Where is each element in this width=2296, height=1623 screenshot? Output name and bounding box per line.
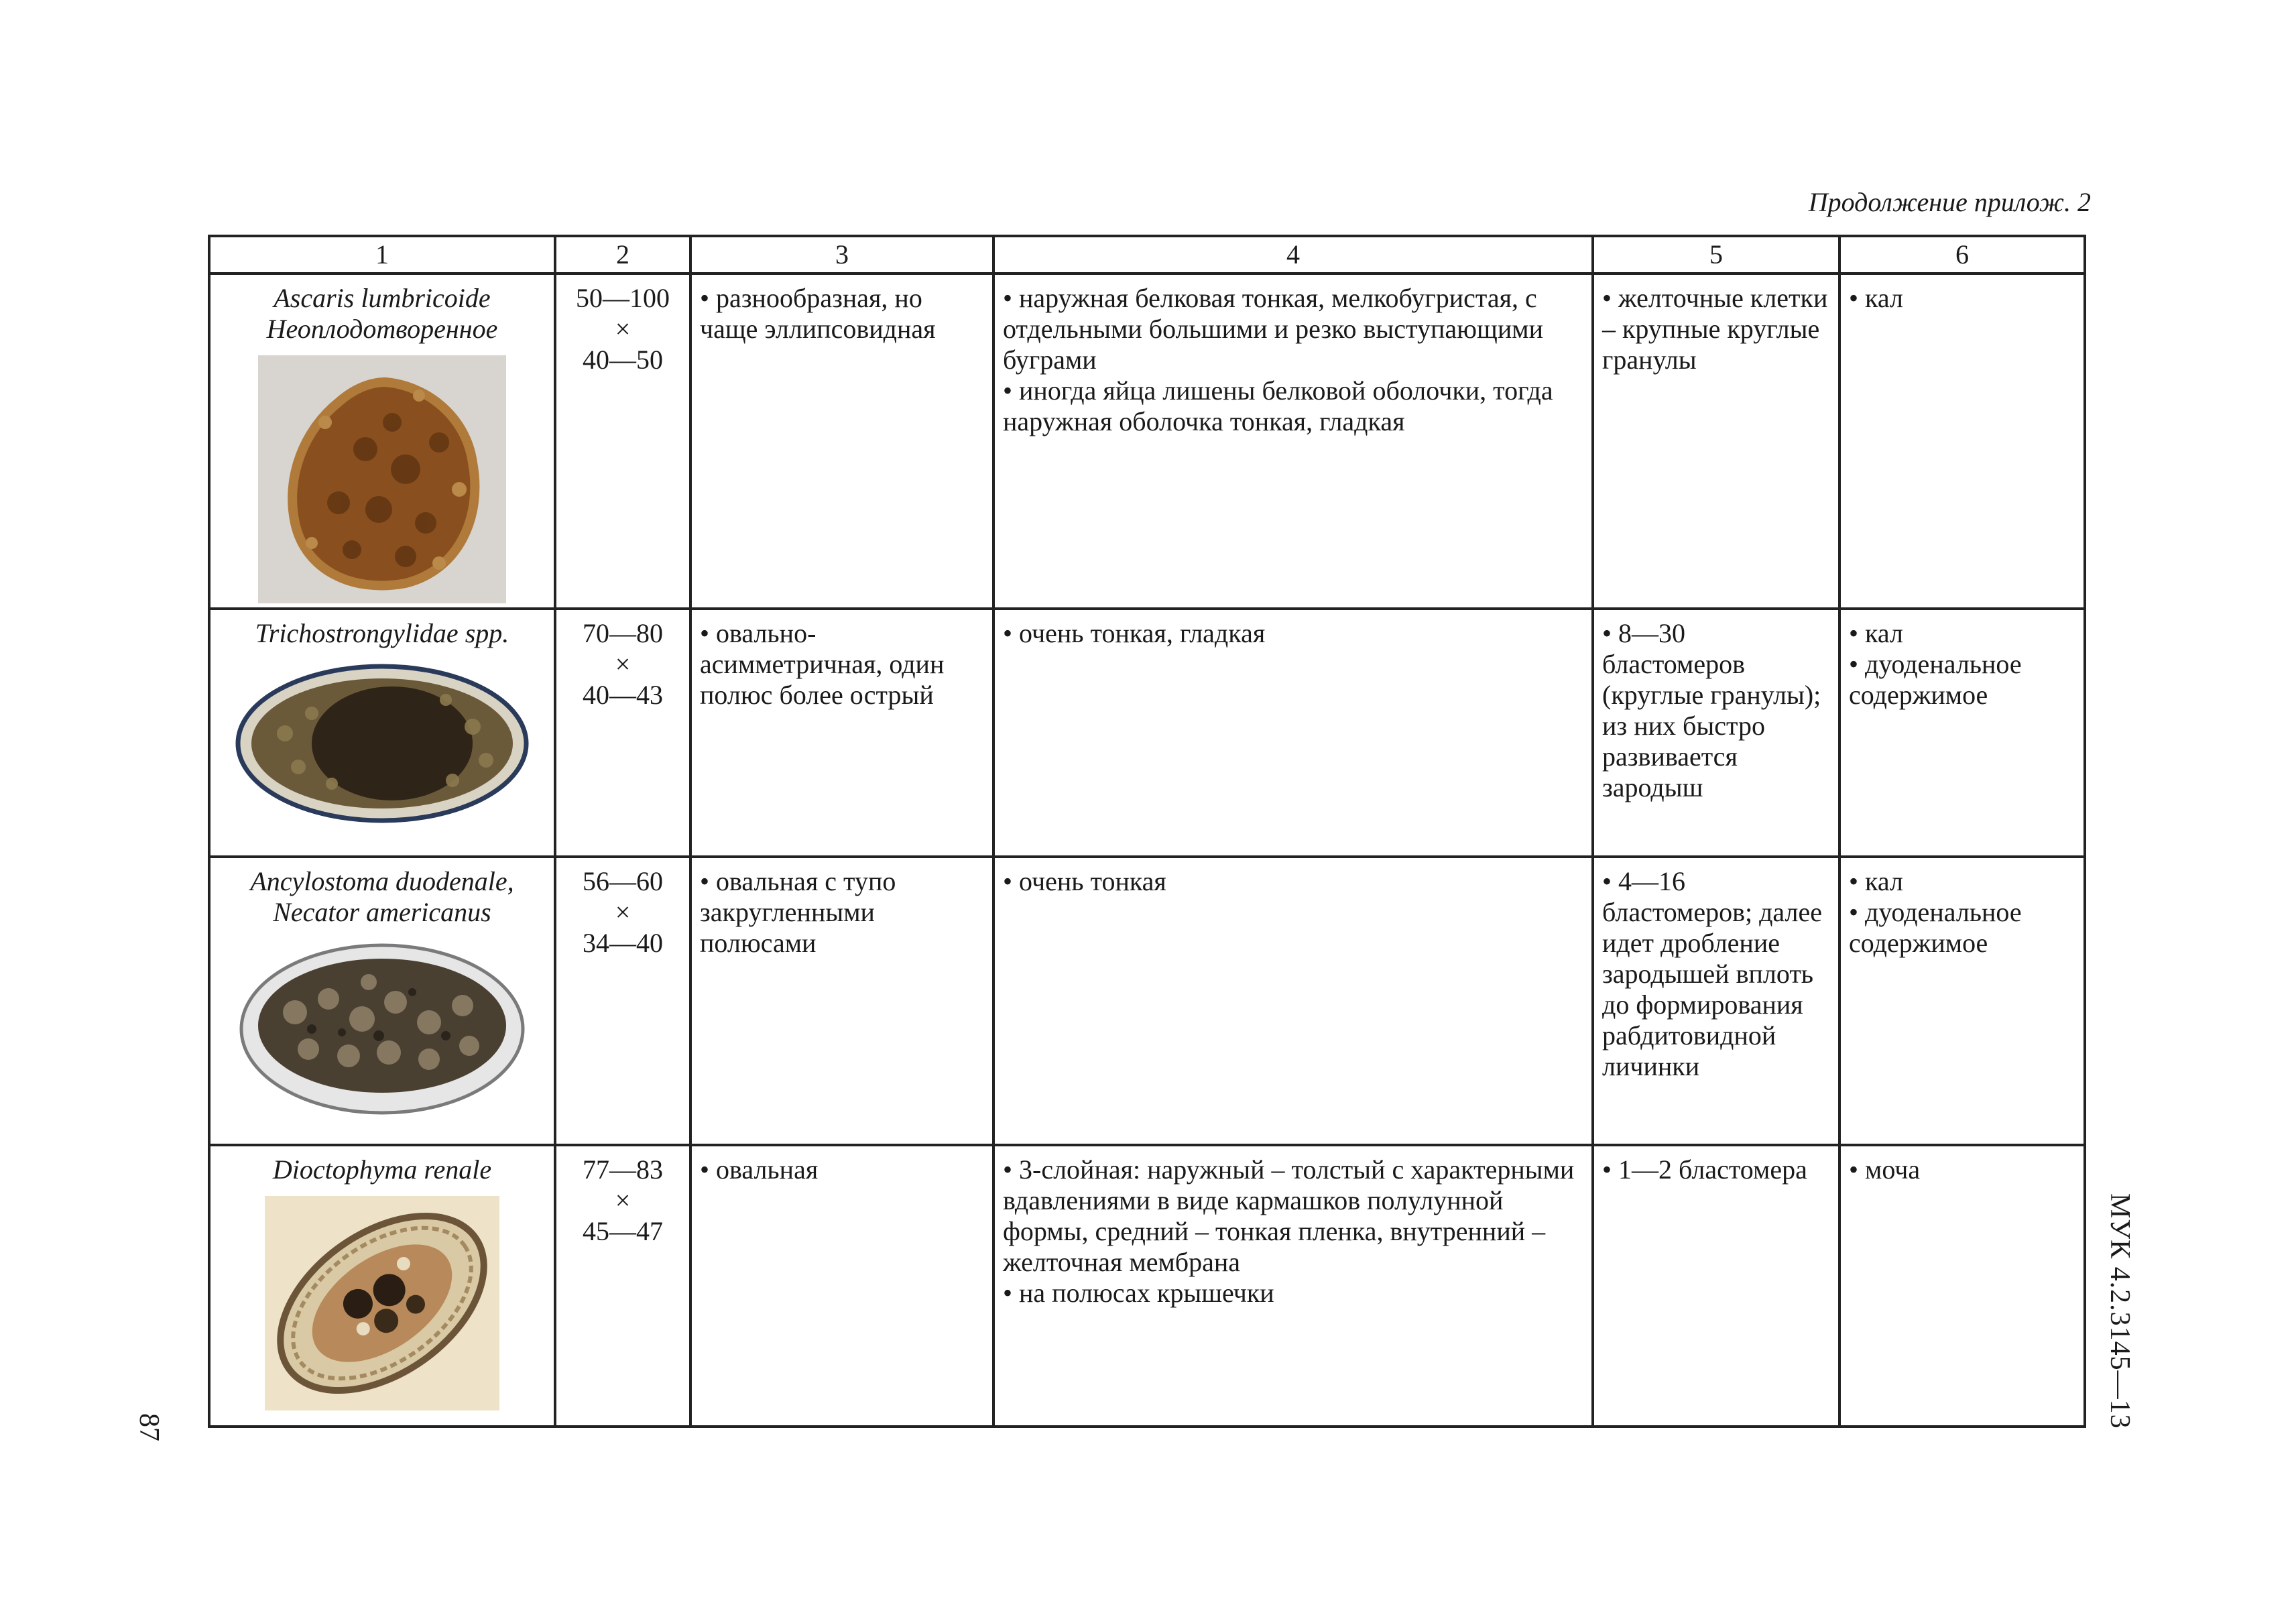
table-row bbox=[209, 1145, 2085, 1427]
size-cell bbox=[555, 1145, 690, 1427]
material-text: • моча bbox=[1849, 1154, 1921, 1185]
column-number: 5 bbox=[1593, 236, 1839, 274]
size-length: 50—100 bbox=[576, 283, 670, 313]
content-cell bbox=[1593, 857, 1839, 1145]
column-number: 6 bbox=[1839, 236, 2085, 274]
shape-text: • овальная с тупо закругленными полюсами bbox=[700, 866, 896, 958]
species-name: Ascaris lumbricoide bbox=[274, 283, 491, 313]
species-cell bbox=[209, 857, 555, 1145]
column-number: 3 bbox=[690, 236, 993, 274]
content-text: • желточные клетки – крупные круглые гранулы bbox=[1602, 283, 1828, 375]
size-width: 34—40 bbox=[583, 928, 663, 958]
dioctophyma-egg-image bbox=[265, 1196, 499, 1410]
content-text: • 8—30 бластомеров (круглые гранулы); из них быстро развивается зародыш bbox=[1602, 618, 1821, 802]
size-width: 40—43 bbox=[583, 680, 663, 710]
size-cell bbox=[555, 609, 690, 857]
ancylostoma-egg-image bbox=[235, 939, 530, 1120]
table-row bbox=[209, 274, 2085, 609]
page-number: 87 bbox=[133, 1413, 164, 1441]
size-length: 77—83 bbox=[583, 1154, 663, 1185]
shape-cell bbox=[690, 274, 993, 609]
shell-cell bbox=[993, 1145, 1593, 1427]
shape-cell bbox=[690, 609, 993, 857]
species-name: Necator americanus bbox=[273, 897, 491, 927]
content-cell bbox=[1593, 274, 1839, 609]
shell-text: • очень тонкая bbox=[1003, 866, 1166, 896]
document-code: МУК 4.2.3145—13 bbox=[2104, 1193, 2135, 1429]
species-cell bbox=[209, 274, 555, 609]
shell-text: • очень тонкая, гладкая bbox=[1003, 618, 1266, 648]
content-text: • 1—2 бластомера bbox=[1602, 1154, 1807, 1185]
shape-cell bbox=[690, 857, 993, 1145]
size-cell bbox=[555, 274, 690, 609]
table-row bbox=[209, 609, 2085, 857]
shape-text: • разнообразная, но чаще эллипсовидная bbox=[700, 283, 936, 344]
material-text: • кал bbox=[1849, 866, 1903, 896]
material-text: • кал bbox=[1849, 283, 1903, 313]
size-width: 40—50 bbox=[583, 345, 663, 375]
material-cell bbox=[1839, 609, 2085, 857]
size-times: × bbox=[615, 897, 631, 927]
size-times: × bbox=[615, 649, 631, 679]
material-cell bbox=[1839, 274, 2085, 609]
size-times: × bbox=[615, 314, 631, 344]
size-times: × bbox=[615, 1185, 631, 1215]
shell-text: • на полюсах крышечки bbox=[1003, 1278, 1274, 1308]
column-number: 2 bbox=[555, 236, 690, 274]
content-cell bbox=[1593, 609, 1839, 857]
material-text: • дуоденальное содержимое bbox=[1849, 649, 2022, 710]
content-cell bbox=[1593, 1145, 1839, 1427]
table-row bbox=[209, 857, 2085, 1145]
species-cell bbox=[209, 609, 555, 857]
species-name: Dioctophyma renale bbox=[272, 1154, 492, 1185]
column-number: 4 bbox=[993, 236, 1593, 274]
species-name: Неоплодотворенное bbox=[266, 314, 498, 344]
size-cell bbox=[555, 857, 690, 1145]
ascaris-egg-image bbox=[258, 355, 506, 603]
material-cell bbox=[1839, 857, 2085, 1145]
size-width: 45—47 bbox=[583, 1216, 663, 1246]
helminth-eggs-table bbox=[208, 235, 2086, 1428]
shell-text: • иногда яйца лишены белковой оболочки, тогда наружная оболочка тонкая, гладкая bbox=[1003, 375, 1553, 436]
material-text: • дуоденальное содержимое bbox=[1849, 897, 2022, 958]
column-number: 1 bbox=[209, 236, 555, 274]
species-cell bbox=[209, 1145, 555, 1427]
size-length: 56—60 bbox=[583, 866, 663, 896]
material-text: • кал bbox=[1849, 618, 1903, 648]
shape-text: • овальная bbox=[700, 1154, 819, 1185]
material-cell bbox=[1839, 1145, 2085, 1427]
shell-text: • 3-слойная: наружный – толстый с характерными вдавлениями в виде кармашков полулунной формы, средний – тонкая пленка, внутренний – желточная мембрана bbox=[1003, 1154, 1575, 1277]
continuation-label: Продолжение прилож. 2 bbox=[1808, 187, 2091, 217]
shell-text: • наружная белковая тонкая, мелкобугристая, с отдельными большими и резко выступающими буграми bbox=[1003, 283, 1543, 375]
shell-cell bbox=[993, 857, 1593, 1145]
species-name: Ancylostoma duodenale, bbox=[250, 866, 514, 896]
size-length: 70—80 bbox=[583, 618, 663, 648]
shape-cell bbox=[690, 1145, 993, 1427]
content-text: • 4—16 бластомеров; далее идет дробление зародышей вплоть до формирования рабдитовидной личинки bbox=[1602, 866, 1823, 1081]
shape-text: • овально-асимметричная, один полюс более острый bbox=[700, 618, 945, 710]
column-number-row bbox=[209, 236, 2085, 274]
shell-cell bbox=[993, 274, 1593, 609]
shell-cell bbox=[993, 609, 1593, 857]
trichostrongylidae-egg-image bbox=[231, 660, 533, 827]
species-name: Trichostrongylidae spp. bbox=[255, 618, 509, 648]
